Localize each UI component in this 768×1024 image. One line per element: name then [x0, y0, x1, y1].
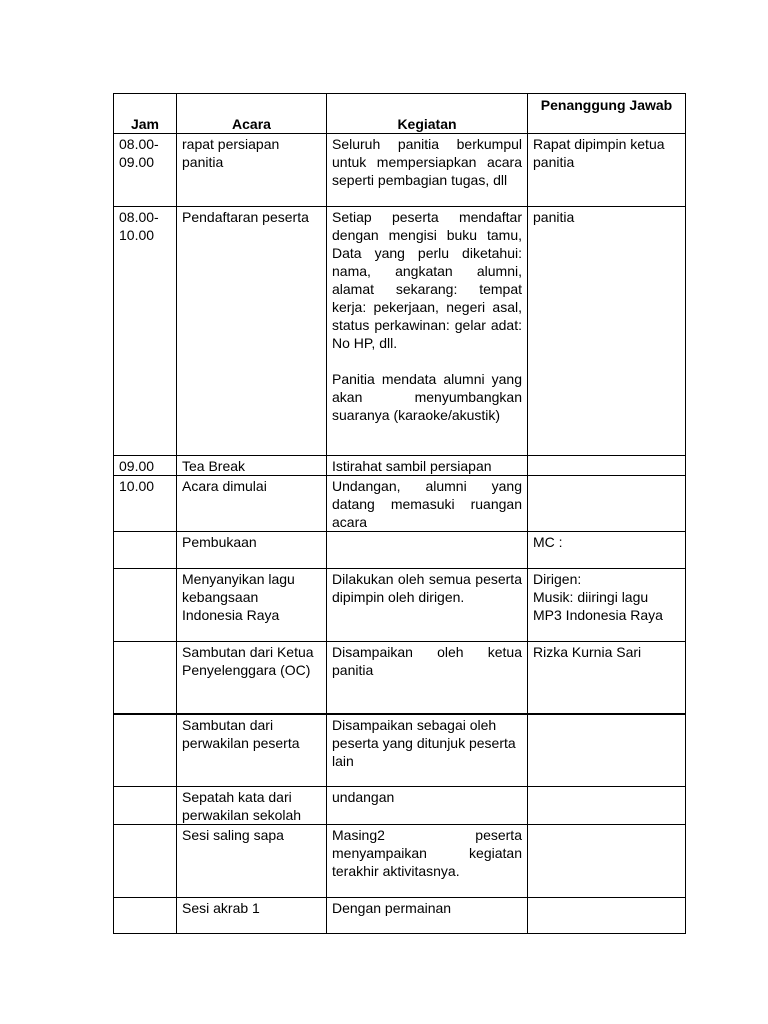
table-row: [114, 642, 686, 714]
pj-line: Musik: diiringi lagu MP3 Indonesia Raya: [533, 589, 663, 623]
cell-acara: Sepatah kata dari perwakilan sekolah: [177, 787, 327, 825]
cell-acara: Sesi saling sapa: [177, 825, 327, 898]
jam-start: 08.00-: [119, 136, 159, 152]
cell-acara: Pendaftaran peserta: [177, 207, 327, 456]
cell-jam: [114, 134, 177, 207]
header-row: [114, 94, 686, 134]
table-row: [114, 898, 686, 934]
cell-jam: [114, 207, 177, 456]
cell-penanggung-jawab: [528, 898, 686, 934]
cell-kegiatan: [327, 532, 528, 569]
cell-kegiatan: undangan: [327, 787, 528, 825]
cell-acara: Sambutan dari perwakilan peserta: [177, 714, 327, 787]
header-penanggung-jawab: Penanggung Jawab: [528, 94, 686, 134]
cell-acara: Acara dimulai: [177, 476, 327, 532]
cell-jam: [114, 569, 177, 642]
cell-penanggung-jawab: [528, 714, 686, 787]
jam-start: 08.00-: [119, 209, 159, 225]
table-row: [114, 456, 686, 476]
cell-penanggung-jawab: [528, 456, 686, 476]
cell-acara: Pembukaan: [177, 532, 327, 569]
kegiatan-paragraph: Setiap peserta mendaftar dengan mengisi buku tamu, Data yang perlu diketahui: nama, angkatan alumni, alamat sekarang: tempat kerja: pekerjaan, negeri asal, status perkawinan: gelar adat: No HP, dll.: [332, 209, 522, 351]
table-row: [114, 134, 686, 207]
kegiatan-paragraph: Panitia mendata alumni yang akan menyumbangkan suaranya (karaoke/akustik): [332, 371, 522, 423]
table-row: [114, 787, 686, 825]
cell-acara: Sambutan dari Ketua Penyelenggara (OC): [177, 642, 327, 714]
table-row: [114, 476, 686, 532]
schedule-table: [113, 93, 686, 934]
cell-penanggung-jawab: Rizka Kurnia Sari: [528, 642, 686, 714]
cell-penanggung-jawab: [528, 569, 686, 642]
cell-jam: 09.00: [114, 456, 177, 476]
jam-end: 09.00: [119, 154, 155, 170]
cell-acara: rapat persiapan panitia: [177, 134, 327, 207]
cell-jam: [114, 787, 177, 825]
header-jam: Jam: [114, 94, 177, 134]
cell-jam: [114, 825, 177, 898]
cell-kegiatan: [327, 207, 528, 456]
table-row: [114, 714, 686, 787]
cell-penanggung-jawab: Rapat dipimpin ketua panitia: [528, 134, 686, 207]
cell-kegiatan: Disampaikan sebagai oleh peserta yang ditunjuk peserta lain: [327, 714, 528, 787]
table-row: [114, 207, 686, 456]
jam-end: 10.00: [119, 227, 155, 243]
cell-jam: [114, 714, 177, 787]
cell-kegiatan: Dilakukan oleh semua peserta dipimpin oleh dirigen.: [327, 569, 528, 642]
cell-penanggung-jawab: [528, 476, 686, 532]
cell-penanggung-jawab: MC :: [528, 532, 686, 569]
cell-jam: [114, 642, 177, 714]
cell-kegiatan: Masing2 peserta menyampaikan kegiatan terakhir aktivitasnya.: [327, 825, 528, 898]
cell-kegiatan: Undangan, alumni yang datang memasuki ruangan acara: [327, 476, 528, 532]
cell-penanggung-jawab: [528, 787, 686, 825]
cell-kegiatan: Seluruh panitia berkumpul untuk mempersiapkan acara seperti pembagian tugas, dll: [327, 134, 528, 207]
cell-acara: Tea Break: [177, 456, 327, 476]
cell-jam: 10.00: [114, 476, 177, 532]
pj-line: Dirigen:: [533, 571, 582, 587]
cell-acara: Menyanyikan lagu kebangsaan Indonesia Raya: [177, 569, 327, 642]
cell-penanggung-jawab: [528, 825, 686, 898]
table-row: [114, 569, 686, 642]
cell-penanggung-jawab: panitia: [528, 207, 686, 456]
cell-acara: Sesi akrab 1: [177, 898, 327, 934]
cell-kegiatan: Disampaikan oleh ketua panitia: [327, 642, 528, 714]
paragraph-gap: [332, 352, 522, 370]
header-kegiatan: Kegiatan: [327, 94, 528, 134]
cell-jam: [114, 532, 177, 569]
cell-kegiatan: Istirahat sambil persiapan: [327, 456, 528, 476]
cell-kegiatan: Dengan permainan: [327, 898, 528, 934]
header-acara: Acara: [177, 94, 327, 134]
table-row: [114, 532, 686, 569]
cell-jam: [114, 898, 177, 934]
table-row: [114, 825, 686, 898]
